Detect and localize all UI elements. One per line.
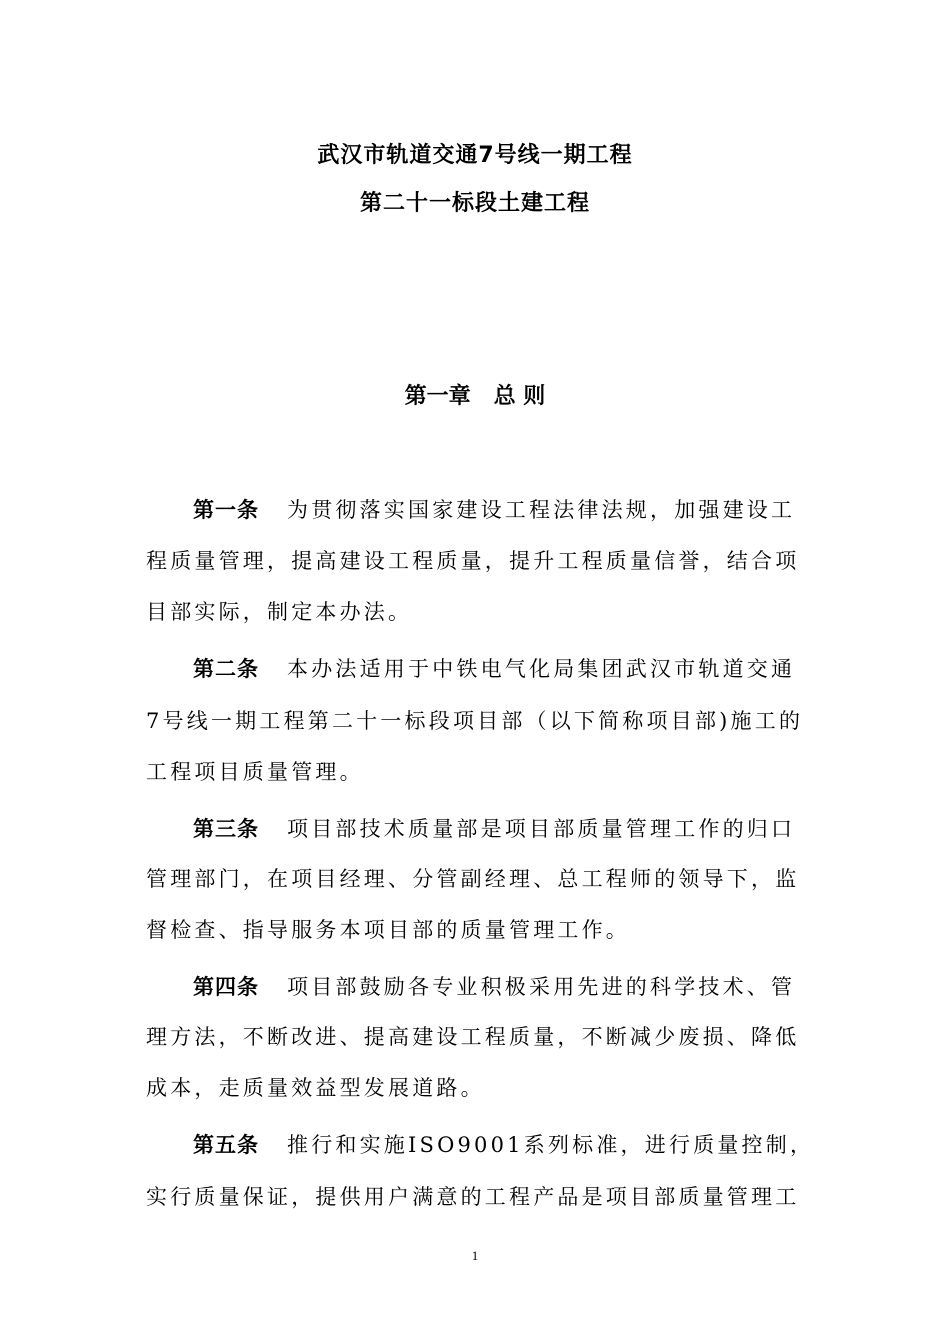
article-1-label: 第一条 [193, 498, 259, 522]
article-4-line-2: 理方法，不断改进、提高建设工程质量，不断减少废损、降低 [146, 1025, 800, 1049]
article-1-line-3: 目部实际，制定本办法。 [146, 600, 413, 624]
article-4-text: 项目部鼓励各专业积极采用先进的科学技术、管 [287, 975, 796, 999]
article-1-text: 为贯彻落实国家建设工程法律法规，加强建设工 [287, 498, 796, 522]
article-1-line-2: 程质量管理，提高建设工程质量，提升工程质量信誉，结合项 [146, 549, 800, 573]
article-2-line-2: 7号线一期工程第二十一标段项目部（以下简称项目部)施工的 [146, 709, 804, 733]
article-2-label: 第二条 [193, 657, 259, 681]
article-4-line-1 [193, 971, 795, 1001]
article-3-line-1 [193, 813, 795, 843]
article-3-label: 第三条 [193, 817, 259, 841]
page-number: 1 [471, 1248, 479, 1263]
article-1-line-1 [193, 494, 795, 524]
article-5-line-1 [193, 1129, 814, 1159]
article-2-text: 本办法适用于中铁电气化局集团武汉市轨道交通 [287, 657, 796, 681]
article-3-line-2: 管理部门，在项目经理、分管副经理、总工程师的领导下，监 [146, 867, 800, 891]
article-4-label: 第四条 [193, 975, 259, 999]
document-title-line-1: 武汉市轨道交通7号线一期工程 [317, 143, 633, 168]
article-3-text: 项目部技术质量部是项目部质量管理工作的归口 [287, 817, 796, 841]
article-2-line-3: 工程项目质量管理。 [146, 760, 364, 784]
article-3-line-3: 督检查、指导服务本项目部的质量管理工作。 [146, 918, 630, 942]
article-2-line-1 [193, 653, 795, 683]
article-5-text: 推行和实施ISO9001系列标准，进行质量控制， [287, 1133, 815, 1157]
chapter-heading: 第一章 总 则 [404, 384, 546, 409]
article-5-line-2: 实行质量保证，提供用户满意的工程产品是项目部质量管理工 [146, 1185, 800, 1209]
document-title-line-2: 第二十一标段土建工程 [359, 191, 590, 216]
article-4-line-3: 成本，走质量效益型发展道路。 [146, 1076, 485, 1100]
article-5-label: 第五条 [193, 1133, 259, 1157]
